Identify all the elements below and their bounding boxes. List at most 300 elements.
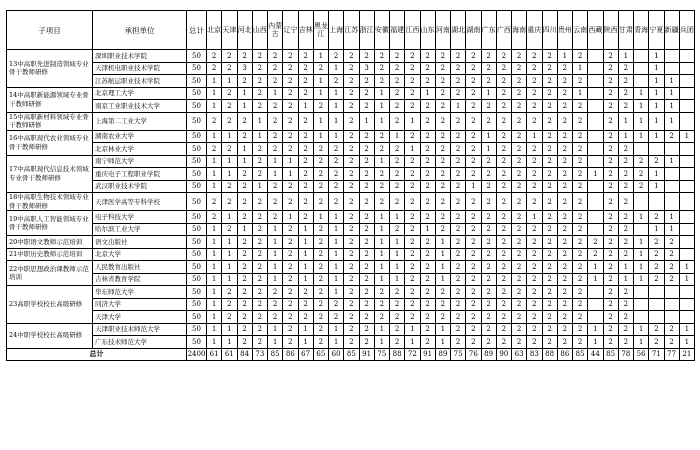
quota-cell: 2 [298, 180, 313, 193]
quota-cell: 1 [329, 62, 344, 75]
quota-cell: 2 [512, 311, 527, 324]
quota-cell: 2 [237, 193, 252, 211]
header-province: 广西 [496, 11, 511, 50]
quota-cell: 2 [496, 286, 511, 299]
province-total: 72 [405, 348, 420, 361]
quota-cell: 2 [542, 248, 557, 261]
row-total: 50 [187, 143, 207, 156]
header-province: 宁夏 [649, 11, 664, 50]
quota-cell [679, 50, 694, 63]
province-total: 21 [679, 348, 694, 361]
quota-cell: 1 [374, 336, 389, 349]
quota-cell: 2 [359, 261, 374, 274]
quota-cell: 2 [222, 62, 237, 75]
quota-cell: 2 [329, 155, 344, 168]
quota-cell: 2 [359, 323, 374, 336]
quota-cell: 2 [573, 180, 588, 193]
quota-cell: 2 [313, 62, 328, 75]
quota-cell: 2 [420, 112, 435, 130]
quota-cell: 2 [496, 223, 511, 236]
quota-cell: 2 [207, 143, 222, 156]
quota-cell: 2 [603, 50, 618, 63]
quota-cell: 1 [329, 211, 344, 224]
quota-cell: 2 [344, 143, 359, 156]
province-total: 44 [588, 348, 603, 361]
quota-cell: 2 [603, 261, 618, 274]
quota-cell: 2 [573, 155, 588, 168]
quota-cell: 2 [420, 62, 435, 75]
quota-cell: 1 [329, 248, 344, 261]
quota-cell: 2 [252, 286, 267, 299]
quota-cell: 2 [512, 62, 527, 75]
row-total: 50 [187, 298, 207, 311]
quota-cell: 2 [405, 87, 420, 100]
quota-cell: 2 [649, 248, 664, 261]
quota-cell: 2 [496, 168, 511, 181]
quota-cell: 1 [634, 87, 649, 100]
quota-cell: 2 [451, 323, 466, 336]
quota-cell: 2 [542, 336, 557, 349]
quota-cell: 1 [268, 323, 283, 336]
quota-cell: 2 [344, 336, 359, 349]
quota-cell: 2 [405, 100, 420, 113]
quota-cell: 1 [634, 261, 649, 274]
quota-cell: 2 [374, 130, 389, 143]
row-total: 50 [187, 75, 207, 88]
quota-cell: 2 [344, 75, 359, 88]
quota-cell: 1 [634, 130, 649, 143]
quota-cell: 1 [649, 168, 664, 181]
quota-cell: 2 [435, 75, 450, 88]
quota-cell: 2 [649, 236, 664, 249]
quota-cell: 2 [542, 75, 557, 88]
quota-cell: 2 [237, 261, 252, 274]
quota-cell: 2 [420, 143, 435, 156]
quota-cell: 2 [420, 75, 435, 88]
header-province: 浙江 [359, 11, 374, 50]
quota-cell: 2 [618, 298, 633, 311]
quota-cell: 2 [359, 273, 374, 286]
quota-cell: 2 [237, 273, 252, 286]
quota-cell [679, 193, 694, 211]
quota-cell: 1 [329, 261, 344, 274]
quota-cell: 2 [344, 130, 359, 143]
quota-cell: 1 [649, 75, 664, 88]
quota-cell: 2 [344, 323, 359, 336]
quota-cell: 1 [618, 50, 633, 63]
quota-cell: 2 [359, 143, 374, 156]
unit-name: 天津大学 [93, 311, 187, 324]
quota-cell: 2 [252, 336, 267, 349]
quota-cell: 2 [451, 298, 466, 311]
quota-cell: 2 [603, 112, 618, 130]
quota-cell: 2 [527, 168, 542, 181]
quota-cell: 2 [420, 311, 435, 324]
quota-cell [649, 143, 664, 156]
quota-cell: 2 [435, 168, 450, 181]
quota-cell: 2 [344, 236, 359, 249]
quota-cell: 2 [542, 211, 557, 224]
province-total: 89 [481, 348, 496, 361]
quota-cell: 2 [496, 323, 511, 336]
quota-cell: 2 [252, 273, 267, 286]
quota-cell: 2 [451, 286, 466, 299]
quota-cell: 2 [496, 100, 511, 113]
quota-cell: 2 [496, 211, 511, 224]
project-name: 17中高职现代信息技术领域专业骨干教师研修 [7, 155, 93, 193]
quota-cell: 2 [268, 100, 283, 113]
quota-cell: 2 [573, 298, 588, 311]
table-row [7, 261, 695, 274]
quota-cell [634, 143, 649, 156]
quota-cell: 2 [435, 298, 450, 311]
quota-cell: 2 [557, 155, 572, 168]
quota-cell: 1 [268, 223, 283, 236]
quota-cell: 1 [374, 100, 389, 113]
quota-cell [664, 286, 679, 299]
quota-cell: 1 [329, 323, 344, 336]
province-total: 73 [252, 348, 267, 361]
unit-name: 北京大学 [93, 248, 187, 261]
quota-cell: 2 [481, 112, 496, 130]
header-province: 内蒙古 [268, 11, 283, 50]
quota-cell: 2 [588, 236, 603, 249]
quota-cell: 2 [496, 112, 511, 130]
quota-cell: 2 [252, 236, 267, 249]
quota-cell: 2 [527, 193, 542, 211]
quota-cell: 2 [573, 143, 588, 156]
quota-cell: 1 [298, 323, 313, 336]
quota-cell: 2 [237, 211, 252, 224]
quota-cell: 2 [390, 223, 405, 236]
quota-cell: 2 [344, 50, 359, 63]
header-province: 北京 [207, 11, 222, 50]
quota-cell: 2 [588, 248, 603, 261]
quota-cell: 2 [542, 130, 557, 143]
quota-cell: 2 [557, 248, 572, 261]
quota-cell [588, 130, 603, 143]
row-total: 50 [187, 236, 207, 249]
quota-cell: 2 [222, 87, 237, 100]
quota-cell: 2 [557, 298, 572, 311]
quota-cell [634, 223, 649, 236]
table-row [7, 236, 695, 249]
header-province: 西藏 [588, 11, 603, 50]
quota-cell: 2 [252, 211, 267, 224]
quota-cell [649, 298, 664, 311]
header-province: 山东 [420, 11, 435, 50]
row-total: 50 [187, 286, 207, 299]
quota-cell: 2 [603, 180, 618, 193]
quota-cell: 1 [207, 100, 222, 113]
quota-cell: 2 [466, 193, 481, 211]
project-name: 19中高职人工智能领域专业骨干教师研修 [7, 211, 93, 236]
province-total: 85 [344, 348, 359, 361]
quota-cell: 2 [512, 223, 527, 236]
quota-cell: 2 [451, 311, 466, 324]
quota-cell: 2 [344, 62, 359, 75]
quota-cell: 2 [451, 261, 466, 274]
quota-cell: 1 [435, 336, 450, 349]
quota-cell: 2 [466, 273, 481, 286]
quota-cell: 1 [222, 130, 237, 143]
quota-cell [649, 311, 664, 324]
quota-cell: 2 [557, 180, 572, 193]
quota-cell: 2 [527, 50, 542, 63]
quota-cell: 1 [679, 261, 694, 274]
quota-cell: 2 [268, 130, 283, 143]
unit-name: 吉林省教育学院 [93, 273, 187, 286]
project-name: 20中职语文教师示范培训 [7, 236, 93, 249]
header-province: 湖北 [451, 11, 466, 50]
quota-cell: 2 [420, 155, 435, 168]
quota-cell: 2 [573, 223, 588, 236]
quota-cell: 1 [207, 286, 222, 299]
quota-cell: 2 [237, 75, 252, 88]
quota-cell: 2 [527, 100, 542, 113]
project-name: 24中职学校校长高级研修 [7, 323, 93, 348]
quota-cell: 1 [679, 273, 694, 286]
table-row [7, 193, 695, 211]
row-total: 50 [187, 100, 207, 113]
quota-cell: 2 [222, 112, 237, 130]
quota-cell: 2 [420, 286, 435, 299]
quota-cell: 1 [313, 50, 328, 63]
quota-cell: 2 [268, 62, 283, 75]
quota-cell: 1 [588, 273, 603, 286]
province-total: 67 [298, 348, 313, 361]
header-province: 重庆 [527, 11, 542, 50]
row-total: 50 [187, 130, 207, 143]
quota-cell: 2 [390, 193, 405, 211]
quota-cell: 1 [588, 323, 603, 336]
quota-cell: 1 [298, 248, 313, 261]
quota-cell: 2 [557, 211, 572, 224]
quota-cell [588, 62, 603, 75]
quota-cell: 2 [603, 273, 618, 286]
quota-cell: 2 [527, 261, 542, 274]
quota-cell: 2 [374, 143, 389, 156]
quota-cell: 2 [405, 286, 420, 299]
quota-cell: 1 [664, 75, 679, 88]
quota-cell: 2 [405, 248, 420, 261]
quota-cell: 2 [573, 75, 588, 88]
table-row [7, 75, 695, 88]
quota-cell: 2 [207, 62, 222, 75]
quota-cell: 2 [283, 75, 298, 88]
quota-cell: 2 [344, 211, 359, 224]
project-name: 14中高职新能源领域专业骨干教师研修 [7, 87, 93, 112]
quota-cell: 2 [237, 298, 252, 311]
quota-cell: 2 [359, 87, 374, 100]
unit-name: 天津职业技术师范大学 [93, 323, 187, 336]
quota-cell: 2 [466, 336, 481, 349]
quota-cell: 2 [283, 273, 298, 286]
quota-cell [588, 211, 603, 224]
quota-cell: 2 [451, 273, 466, 286]
quota-cell: 2 [222, 311, 237, 324]
quota-cell: 1 [618, 273, 633, 286]
project-name: 22中职思想政治课教师示范培训 [7, 261, 93, 286]
quota-cell: 1 [298, 236, 313, 249]
quota-cell: 1 [618, 130, 633, 143]
quota-cell: 2 [252, 143, 267, 156]
allocation-table [6, 10, 695, 361]
quota-cell [679, 143, 694, 156]
quota-cell [634, 286, 649, 299]
quota-cell [679, 87, 694, 100]
quota-cell: 2 [435, 155, 450, 168]
quota-cell: 2 [405, 168, 420, 181]
quota-cell: 2 [496, 311, 511, 324]
quota-cell: 2 [390, 62, 405, 75]
province-total: 61 [207, 348, 222, 361]
quota-cell: 2 [420, 323, 435, 336]
quota-cell: 2 [664, 236, 679, 249]
quota-cell [664, 298, 679, 311]
quota-cell: 2 [374, 286, 389, 299]
quota-cell: 1 [420, 223, 435, 236]
quota-cell: 2 [451, 75, 466, 88]
unit-name: 南宁师范大学 [93, 155, 187, 168]
unit-name: 深圳职业技术学院 [93, 50, 187, 63]
quota-cell: 2 [237, 168, 252, 181]
quota-cell: 2 [618, 75, 633, 88]
quota-cell: 2 [466, 168, 481, 181]
quota-cell: 1 [634, 248, 649, 261]
table-row [7, 112, 695, 130]
quota-cell: 2 [573, 286, 588, 299]
quota-cell: 2 [512, 323, 527, 336]
quota-cell: 2 [390, 112, 405, 130]
quota-cell: 2 [451, 248, 466, 261]
quota-cell: 2 [329, 311, 344, 324]
quota-cell: 1 [374, 87, 389, 100]
quota-cell: 2 [481, 75, 496, 88]
quota-cell: 2 [664, 273, 679, 286]
quota-cell: 2 [527, 180, 542, 193]
table-row [7, 143, 695, 156]
project-name: 21中职历史教师示范培训 [7, 248, 93, 261]
quota-cell [664, 50, 679, 63]
quota-cell: 2 [542, 311, 557, 324]
quota-cell: 1 [634, 100, 649, 113]
quota-cell: 1 [481, 87, 496, 100]
quota-cell: 2 [466, 236, 481, 249]
quota-cell: 2 [557, 193, 572, 211]
quota-cell: 2 [283, 143, 298, 156]
quota-cell: 2 [512, 336, 527, 349]
quota-cell: 2 [222, 180, 237, 193]
quota-cell: 1 [664, 87, 679, 100]
row-total: 50 [187, 155, 207, 168]
quota-cell: 2 [603, 336, 618, 349]
row-total: 50 [187, 223, 207, 236]
quota-cell: 2 [298, 112, 313, 130]
quota-cell: 2 [542, 112, 557, 130]
quota-cell: 2 [435, 223, 450, 236]
quota-cell: 1 [313, 112, 328, 130]
quota-cell: 1 [237, 143, 252, 156]
quota-cell: 2 [542, 62, 557, 75]
quota-cell: 2 [313, 286, 328, 299]
quota-cell: 1 [252, 180, 267, 193]
quota-cell: 1 [634, 112, 649, 130]
quota-cell: 2 [359, 211, 374, 224]
quota-cell: 2 [603, 298, 618, 311]
quota-cell: 1 [268, 248, 283, 261]
quota-cell: 1 [664, 112, 679, 130]
quota-cell: 1 [649, 180, 664, 193]
quota-cell: 1 [405, 143, 420, 156]
quota-cell: 1 [298, 273, 313, 286]
quota-cell: 2 [298, 155, 313, 168]
row-total: 50 [187, 87, 207, 100]
quota-cell: 2 [451, 193, 466, 211]
quota-cell: 1 [374, 323, 389, 336]
quota-cell: 2 [329, 180, 344, 193]
quota-cell: 1 [283, 211, 298, 224]
table-row [7, 311, 695, 324]
unit-name: 同济大学 [93, 298, 187, 311]
quota-cell: 2 [344, 248, 359, 261]
quota-cell: 1 [298, 223, 313, 236]
province-total: 91 [359, 348, 374, 361]
quota-cell: 2 [405, 155, 420, 168]
quota-cell: 2 [496, 143, 511, 156]
quota-cell: 1 [207, 168, 222, 181]
project-name: 13中高职先进制造领域专业骨干教师研修 [7, 50, 93, 88]
header-province: 四川 [542, 11, 557, 50]
quota-cell: 2 [344, 112, 359, 130]
quota-cell: 2 [664, 323, 679, 336]
quota-cell: 1 [374, 273, 389, 286]
quota-cell: 1 [237, 223, 252, 236]
quota-cell: 1 [618, 112, 633, 130]
quota-cell: 2 [542, 261, 557, 274]
quota-cell: 2 [557, 130, 572, 143]
quota-cell: 1 [252, 112, 267, 130]
quota-cell: 2 [481, 298, 496, 311]
header-province: 陕西 [603, 11, 618, 50]
quota-cell: 2 [313, 143, 328, 156]
quota-cell: 2 [649, 273, 664, 286]
quota-cell: 2 [527, 323, 542, 336]
quota-cell: 1 [222, 155, 237, 168]
quota-cell: 1 [481, 143, 496, 156]
quota-cell: 2 [237, 286, 252, 299]
quota-cell: 2 [496, 236, 511, 249]
quota-cell: 2 [359, 193, 374, 211]
province-total: 85 [603, 348, 618, 361]
quota-cell: 2 [435, 130, 450, 143]
quota-cell: 2 [618, 143, 633, 156]
quota-cell: 1 [634, 236, 649, 249]
quota-cell: 1 [435, 323, 450, 336]
quota-cell: 2 [527, 143, 542, 156]
quota-cell [588, 180, 603, 193]
quota-cell: 2 [512, 75, 527, 88]
quota-cell: 2 [344, 311, 359, 324]
quota-cell: 2 [435, 311, 450, 324]
quota-cell: 2 [527, 223, 542, 236]
quota-cell: 2 [313, 236, 328, 249]
grand-total: 2400 [187, 348, 207, 361]
quota-cell: 2 [603, 100, 618, 113]
quota-cell: 1 [207, 248, 222, 261]
quota-cell: 2 [573, 236, 588, 249]
quota-cell: 2 [283, 248, 298, 261]
